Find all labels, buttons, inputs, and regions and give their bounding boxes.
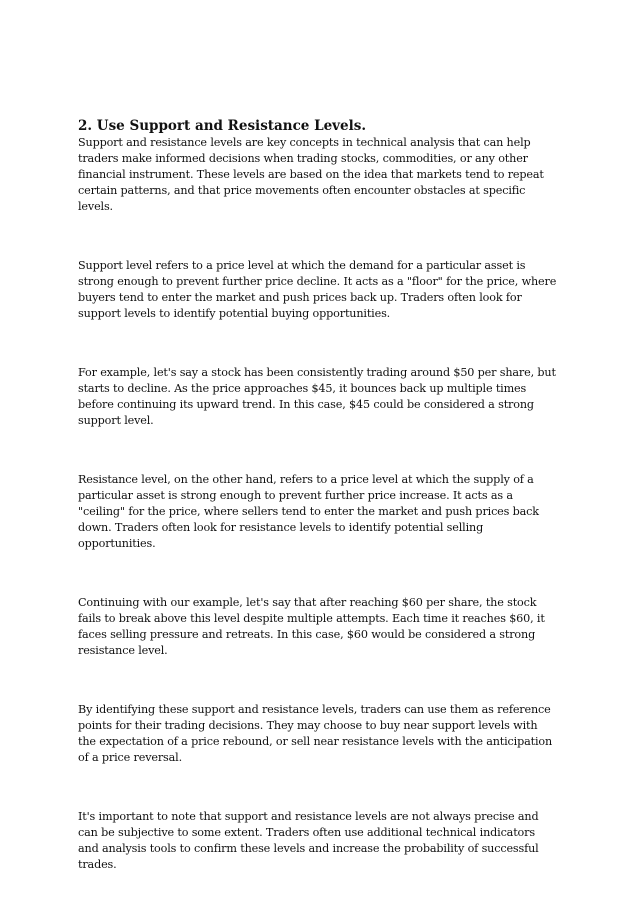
document-page bbox=[78, 117, 558, 873]
paragraph-note: It's important to note that support and resistance levels are not always precise and can be subjective to some extent. Traders often use additional technical indicators and analysis tools to confirm these levels and increase the probability of successful trades. bbox=[78, 810, 539, 871]
paragraph-intro: Support and resistance levels are key concepts in technical analysis that can help traders make informed decisions when trading stocks, commodities, or any other financial instrument. These levels are based on the idea that markets tend to repeat certain patterns, and that price movements often encounter obstacles at specific levels. bbox=[78, 136, 544, 213]
paragraph-resistance-example: Continuing with our example, let's say that after reaching $60 per share, the stock fails to break above this level despite multiple attempts. Each time it reaches $60, it faces selling pressure and retreats. In this case, $60 would be considered a strong resistance level. bbox=[78, 596, 545, 657]
paragraph-support-example: For example, let's say a stock has been consistently trading around $50 per share, but starts to decline. As the price approaches $45, it bounces back up multiple times before continuing its upward trend. In this case, $45 could be considered a strong support level. bbox=[78, 366, 556, 427]
paragraph-support-level: Support level refers to a price level at which the demand for a particular asset is strong enough to prevent further price decline. It acts as a "floor" for the price, where buyers tend to enter the market and push prices back up. Traders often look for support levels to identify potential buying opportunities. bbox=[78, 259, 557, 320]
paragraph-resistance-level: Resistance level, on the other hand, refers to a price level at which the supply of a particular asset is strong enough to prevent further price increase. It acts as a "ceiling" for the price, where sellers tend to enter the market and push prices back down. Traders often look for resistance levels to identify potential selling opportunities. bbox=[78, 473, 539, 550]
paragraph-identifying-levels: By identifying these support and resistance levels, traders can use them as reference points for their trading decisions. They may choose to buy near support levels with the expectation of a price rebound, or sell near resistance levels with the anticipation of a price reversal. bbox=[78, 703, 553, 764]
section-heading: 2. Use Support and Resistance Levels. bbox=[78, 118, 367, 134]
